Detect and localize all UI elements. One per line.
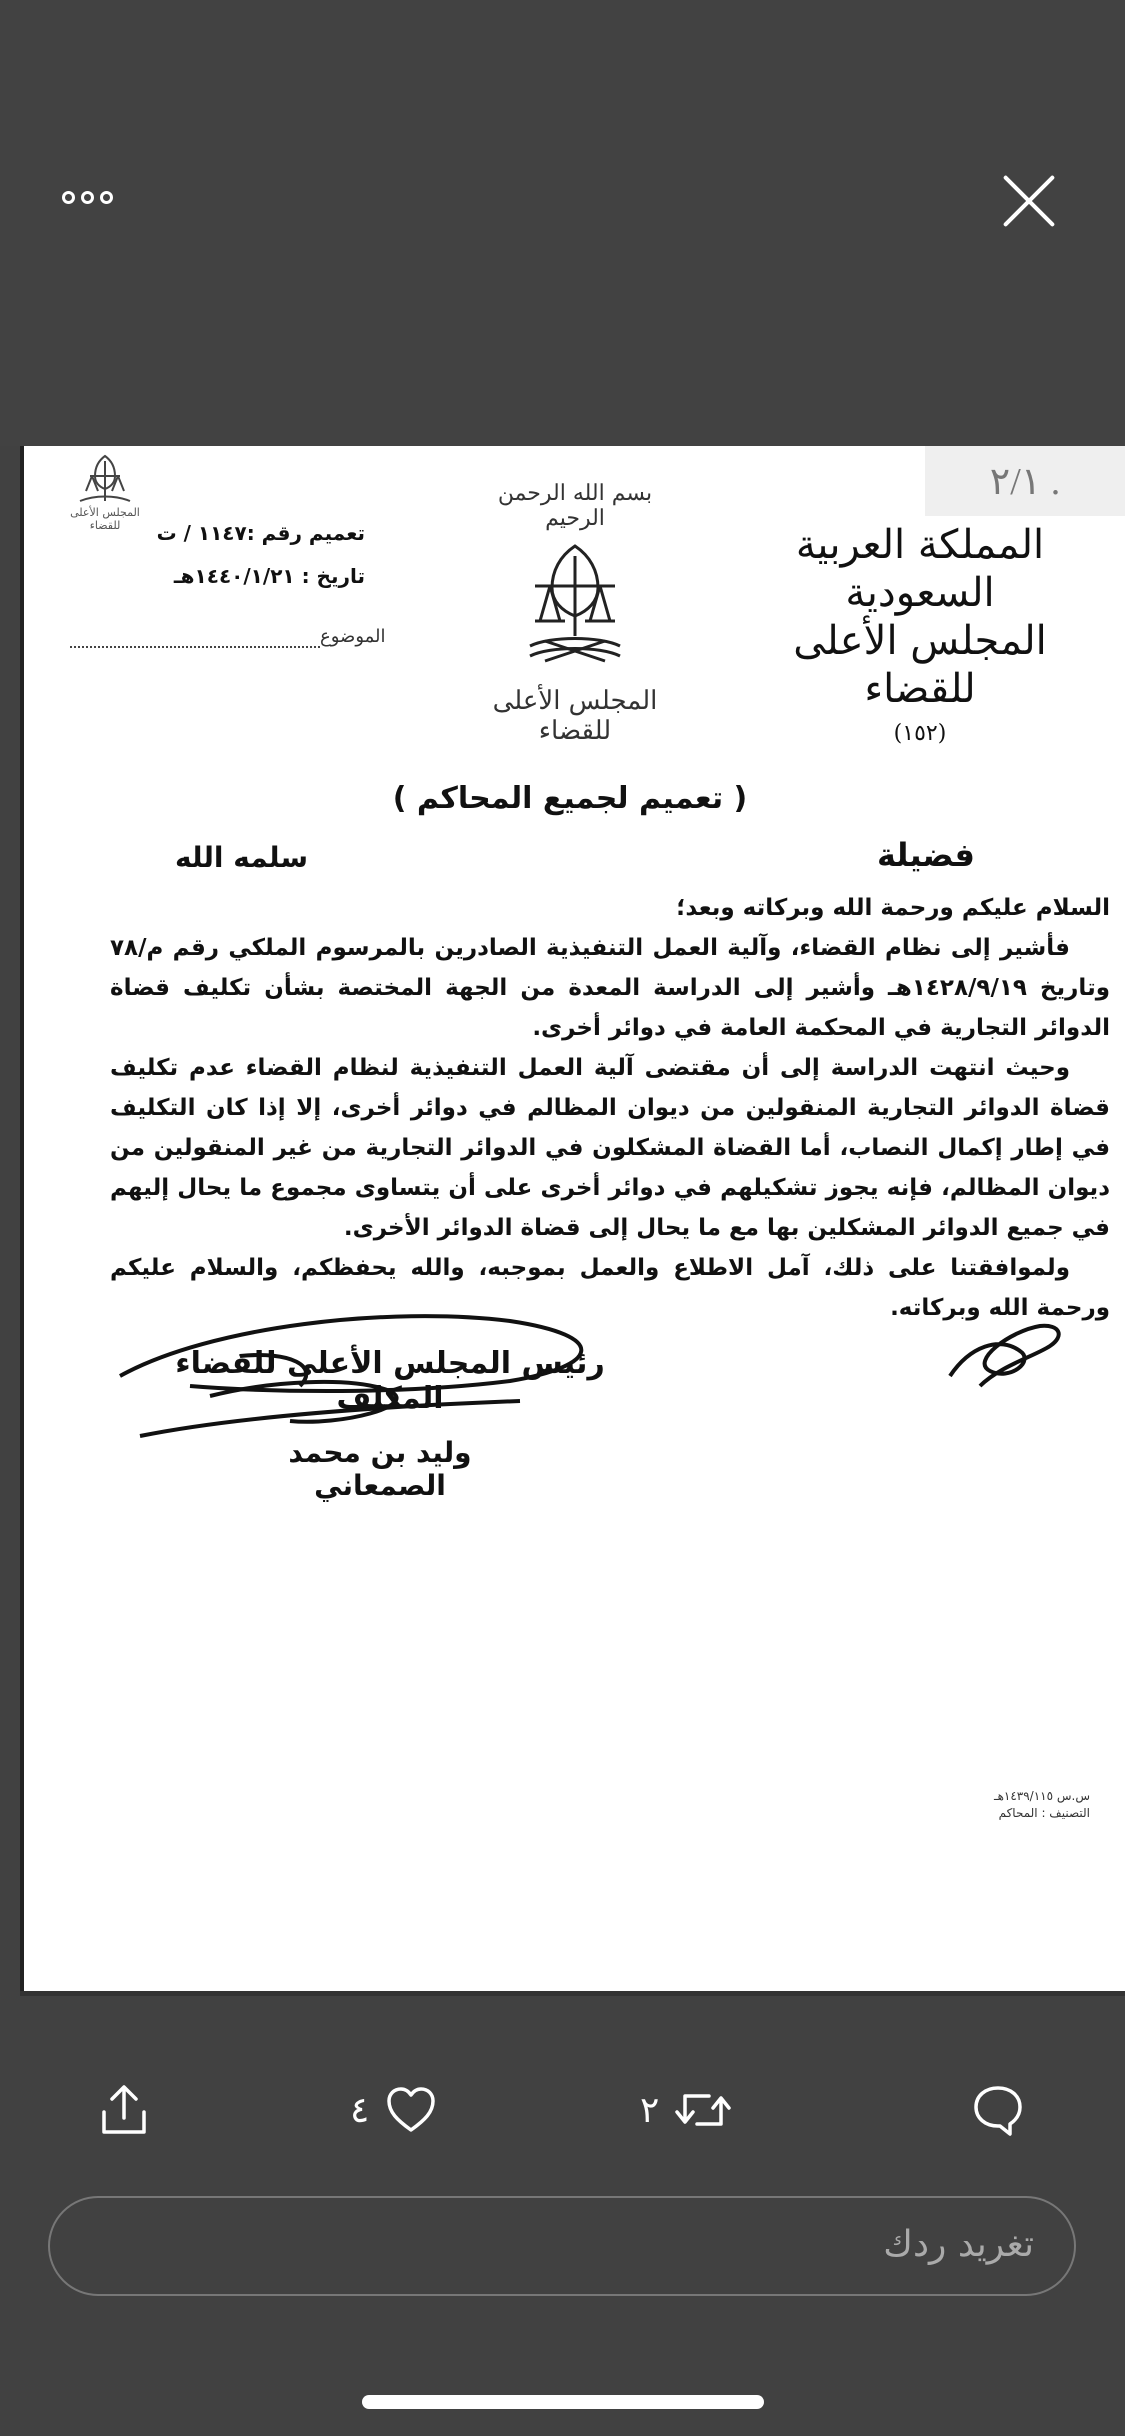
paragraph-closing: ولموافقتنا على ذلك، آمل الاطلاع والعمل بموجبه، والله يحفظكم، والسلام عليكم ورحمة الله وبركاته. [110,1255,1110,1321]
council-emblem-icon [490,526,660,696]
reply-input[interactable] [48,2196,1076,2296]
greeting: سلمه الله [175,841,308,874]
dot-icon [100,191,113,204]
circular-date: تاريخ : ١٤٤٠/١/٢١هـ [173,564,365,588]
paragraph-1: فأشير إلى نظام القضاء، وآلية العمل التنفيذية الصادرين بالمرسوم الملكي رقم م/٧٨ وتاريخ ١٤٢٨/٩/١٩هـ وأشير إلى الدراسة المعدة من الجهة المختصة بشأن تكليف قضاة الدوائر التجارية في المحكمة العامة في دوائر أخرى. [110,935,1110,1041]
close-icon[interactable] [1000,172,1058,230]
circular-number: تعميم رقم :١١٤٧ / ت [156,521,365,545]
basmala: بسم الله الرحمن الرحيم [497,481,653,531]
retweet-count: ٢ [640,2089,660,2131]
reply-icon [970,2082,1026,2138]
heart-icon [383,2082,439,2138]
retweet-icon [673,2082,733,2138]
addressee: فضيلة [876,836,975,874]
share-icon [96,2082,152,2138]
more-options-button[interactable] [62,180,132,214]
page-number: ٢/١ . [925,446,1125,516]
document-image [20,446,1125,1996]
like-count: ٤ [350,2089,370,2131]
scan-bottom-edge [20,1991,1125,1996]
paragraph-salutation: السلام عليكم ورحمة الله وبركاته وبعد؛ [676,895,1110,921]
scan-edge [20,446,24,1996]
reply-button[interactable] [970,2060,1026,2160]
emblem-caption: المجلس الأعلى للقضاء [492,686,658,746]
footer-ref-number: س.س ١٤٣٩/١١٥هـ [994,1789,1090,1803]
letterhead-number: (١٥٢) [893,721,947,746]
tweet-action-bar [0,2060,1125,2160]
dot-icon [62,191,75,204]
share-button[interactable] [96,2060,152,2160]
letterhead-kingdom [755,521,1085,746]
initials-signature-icon [940,1306,1070,1396]
subject-line [70,646,320,648]
home-indicator[interactable] [362,2395,764,2409]
footer-reference [940,1788,1090,1822]
circular-heading: ( تعميم لجميع المحاكم ) [392,781,748,816]
reply-placeholder: تغريد ردك [883,2224,1034,2265]
kingdom-name: المملكة العربية السعودية [795,522,1045,616]
like-button[interactable] [350,2060,439,2160]
paragraph-2: وحيث انتهت الدراسة إلى أن مقتضى آلية العمل التنفيذية لنظام القضاء عدم تكليف قضاة الدوائر التجارية المنقولين من ديوان المظالم في دوائر أخرى، إلا إذا كان التكليف في إطار إكمال النصاب، أما القضاة المشكلون في الدوائر التجارية من غير المنقولين من ديوان المظالم، فإنه يجوز تشكيلهم في دوائر أخرى على أن يتساوى مجموع ما يحال إليهم في جميع الدوائر المشكلين بها مع ما يحال إلى قضاة الدوائر الأخرى. [110,1055,1110,1241]
council-name: المجلس الأعلى للقضاء [793,618,1047,712]
letter-body [110,888,1110,1328]
dot-icon [81,191,94,204]
signer-title: رئيس المجلس الأعلى للقضاء المكلف [175,1346,605,1416]
signer-name: وليد بن محمد الصمعاني [288,1436,472,1502]
viewer-top-bar [0,0,1125,446]
subject-label: الموضوع [320,626,386,647]
footer-classification: التصنيف : المحاكم [998,1806,1090,1820]
retweet-button[interactable] [640,2060,733,2160]
small-emblem-caption: المجلس الأعلى للقضاء [70,506,140,532]
